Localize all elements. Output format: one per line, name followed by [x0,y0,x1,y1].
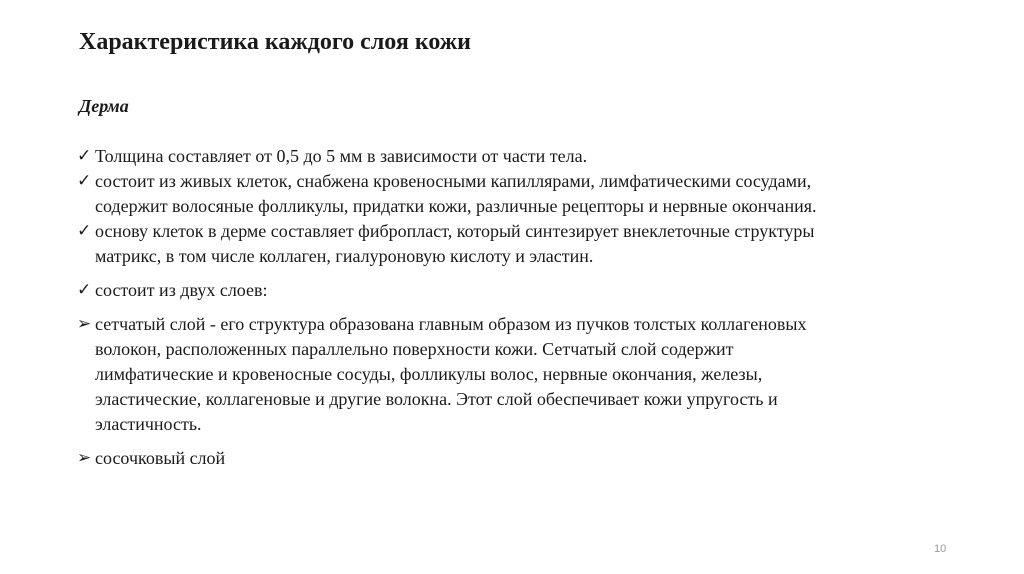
check-icon: ✓ [77,146,92,166]
section-subtitle: Дерма [79,96,129,116]
slide-title: Характеристика каждого слоя кожи [79,29,471,55]
page-number: 10 [934,543,947,555]
bullet-text: состоит из живых клеток, снабжена кровеносными капиллярами, лимфатическими сосудами, содержит волосяные фолликулы, придатки кожи, различные рецепторы и нервные окончания. [95,171,817,216]
bullet-text: сетчатый слой - его структура образована главным образом из пучков толстых коллагеновых волокон, расположенных параллельно поверхности кожи. Сетчатый слой содержит лимфатические и кровеносные сосуды, фолликулы волос, нервные окончания, железы, эластические, коллагеновые и другие волокна. Этот слой обеспечивает кожи упругость и эластичность. [95,314,807,434]
bullet-item [77,144,977,169]
bullet-item [77,219,977,269]
check-icon: ✓ [77,280,92,300]
bullet-item [77,312,977,437]
bullet-text: основу клеток в дерме составляет фибропласт, который синтезирует внеклеточные структуры матрикс, в том числе коллаген, гиалуроновую кислоту и эластин. [95,221,815,266]
check-icon: ✓ [77,221,92,241]
bullet-item [77,278,977,303]
arrow-bullet-icon: ➢ [77,314,92,334]
bullet-text: Толщина составляет от 0,5 до 5 мм в зависимости от части тела. [95,146,588,166]
bullet-list [77,144,977,471]
bullet-item [77,169,977,219]
bullet-item [77,446,977,471]
check-icon: ✓ [77,171,92,191]
bullet-text: состоит из двух слоев: [95,280,268,300]
arrow-bullet-icon: ➢ [77,448,92,468]
bullet-text: сосочковый слой [95,448,226,468]
